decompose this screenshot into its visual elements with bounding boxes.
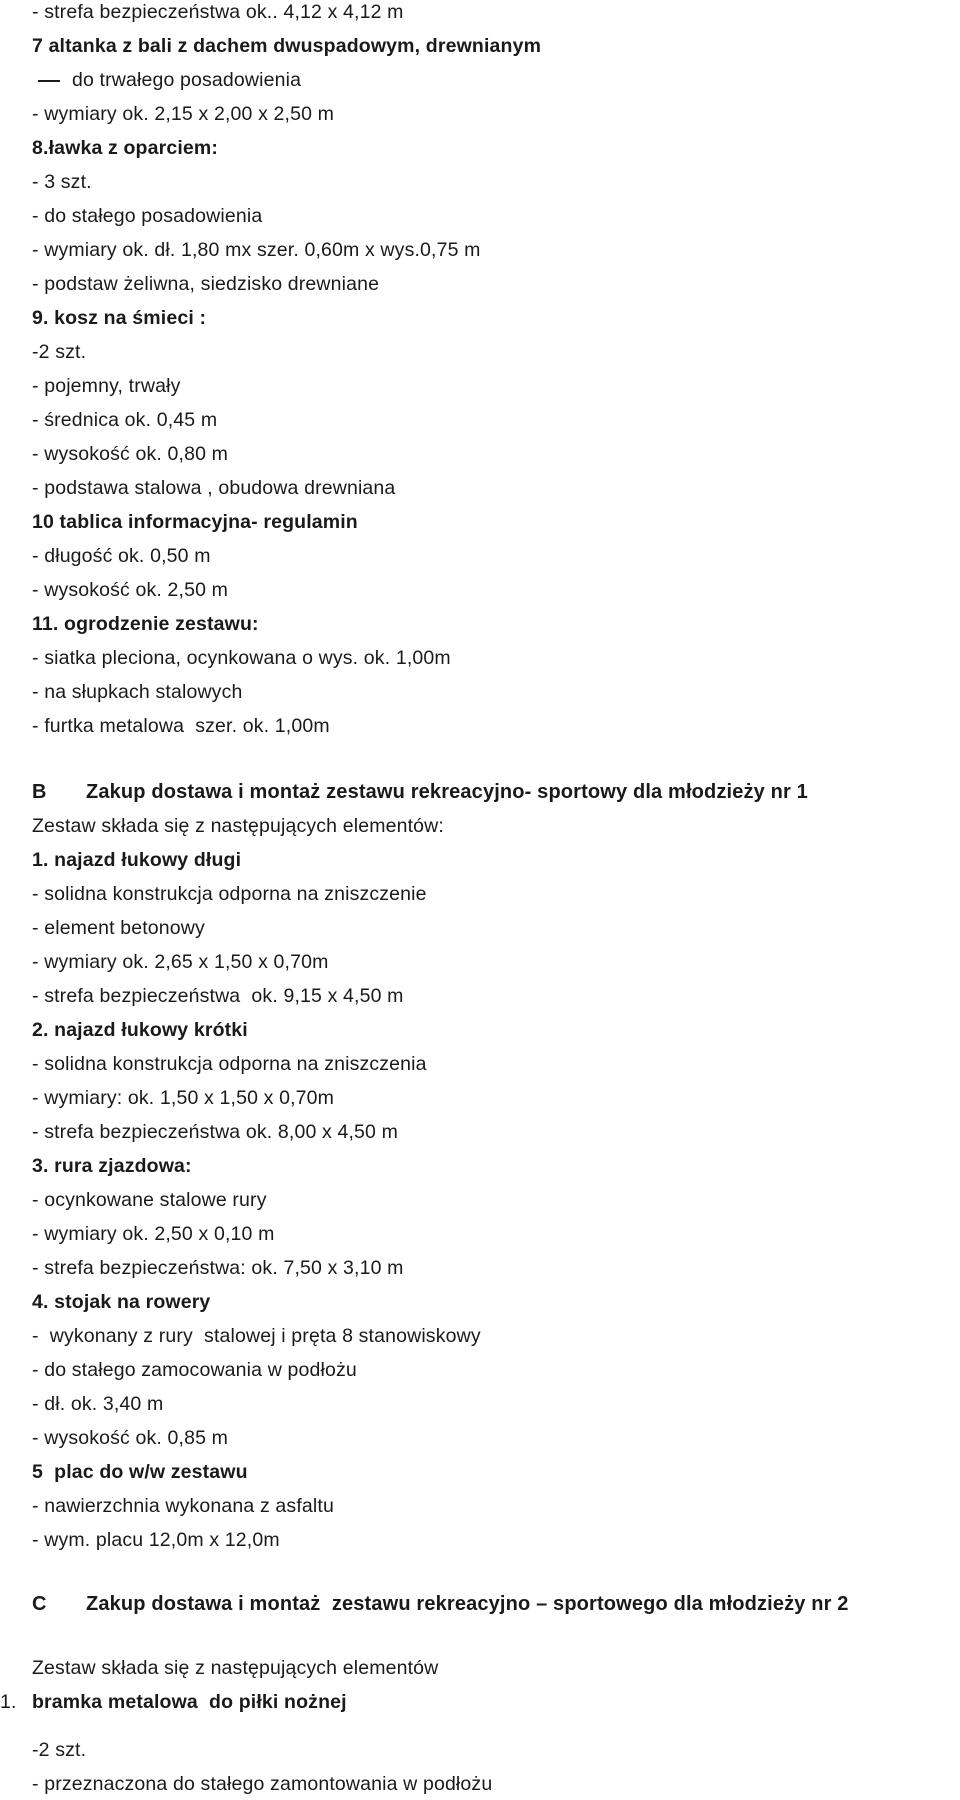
text-line: - furtka metalowa szer. ok. 1,00m (32, 715, 330, 737)
text-line-content: do trwałego posadowienia (72, 69, 302, 91)
item-heading: 3. rura zjazdowa: (32, 1155, 192, 1177)
item-heading: 8.ławka z oparciem: (32, 137, 219, 159)
item-heading: 9. kosz na śmieci : (32, 307, 207, 329)
text-line: - solidna konstrukcja odporna na zniszczenia (32, 1053, 427, 1075)
item-heading: 11. ogrodzenie zestawu: (32, 613, 259, 635)
dash-mark (38, 80, 60, 82)
text-line: - wym. placu 12,0m x 12,0m (32, 1529, 280, 1551)
text-line: - wymiary ok. dł. 1,80 mx szer. 0,60m x wys.0,75 m (32, 239, 481, 261)
text-line: - nawierzchnia wykonana z asfaltu (32, 1495, 334, 1517)
text-line: - przeznaczona do stałego zamontowania w podłożu (32, 1773, 493, 1795)
text-line: - strefa bezpieczeństwa ok.. 4,12 x 4,12 m (32, 1, 404, 23)
text-line: Zestaw składa się z następujących elementów: (32, 815, 444, 837)
section-letter: C (32, 1593, 47, 1615)
item-heading (0, 1690, 347, 1714)
text-line (32, 68, 301, 92)
text-line: - średnica ok. 0,45 m (32, 409, 218, 431)
text-line: - wysokość ok. 0,80 m (32, 443, 229, 465)
text-line: - pojemny, trwały (32, 375, 181, 397)
text-line: - strefa bezpieczeństwa: ok. 7,50 x 3,10 m (32, 1257, 404, 1279)
text-line: -2 szt. (32, 1739, 87, 1761)
text-line: - strefa bezpieczeństwa ok. 8,00 x 4,50 m (32, 1121, 398, 1143)
text-line: - 3 szt. (32, 171, 92, 193)
text-line: - element betonowy (32, 917, 205, 939)
item-heading: 4. stojak na rowery (32, 1291, 211, 1313)
text-line: - dł. ok. 3,40 m (32, 1393, 164, 1415)
text-line: Zestaw składa się z następujących elementów (32, 1657, 439, 1679)
text-line: - wymiary ok. 2,50 x 0,10 m (32, 1223, 275, 1245)
text-line: - wysokość ok. 2,50 m (32, 579, 229, 601)
item-heading: 5 plac do w/w zestawu (32, 1461, 248, 1483)
text-line: - wysokość ok. 0,85 m (32, 1427, 229, 1449)
text-line: - do stałego posadowienia (32, 205, 263, 227)
text-line: - wykonany z rury stalowej i pręta 8 stanowiskowy (32, 1325, 481, 1347)
item-number: 1. (0, 1691, 17, 1713)
item-heading: 7 altanka z bali z dachem dwuspadowym, drewnianym (32, 35, 542, 57)
section-title: Zakup dostawa i montaż zestawu rekreacyjno- sportowy dla młodzieży nr 1 (86, 781, 808, 803)
text-line: - podstawa stalowa , obudowa drewniana (32, 477, 396, 499)
text-line: - solidna konstrukcja odporna na zniszczenie (32, 883, 427, 905)
text-line: - podstaw żeliwna, siedzisko drewniane (32, 273, 380, 295)
item-heading: 1. najazd łukowy długi (32, 849, 242, 871)
item-heading: 2. najazd łukowy krótki (32, 1019, 248, 1041)
item-heading: 10 tablica informacyjna- regulamin (32, 511, 358, 533)
text-line: - siatka pleciona, ocynkowana o wys. ok. 1,00m (32, 647, 451, 669)
text-line: - wymiary: ok. 1,50 x 1,50 x 0,70m (32, 1087, 335, 1109)
text-line: - do stałego zamocowania w podłożu (32, 1359, 357, 1381)
text-line: - na słupkach stalowych (32, 681, 243, 703)
section-title: Zakup dostawa i montaż zestawu rekreacyjno – sportowego dla młodzieży nr 2 (86, 1593, 849, 1615)
text-line: - ocynkowane stalowe rury (32, 1189, 267, 1211)
text-line: -2 szt. (32, 341, 87, 363)
section-b-heading (32, 780, 808, 804)
text-line: - długość ok. 0,50 m (32, 545, 211, 567)
text-line: - wymiary ok. 2,15 x 2,00 x 2,50 m (32, 103, 335, 125)
section-letter: B (32, 781, 47, 803)
text-line: - strefa bezpieczeństwa ok. 9,15 x 4,50 m (32, 985, 404, 1007)
item-title: bramka metalowa do piłki nożnej (32, 1691, 347, 1713)
text-line: - wymiary ok. 2,65 x 1,50 x 0,70m (32, 951, 329, 973)
section-c-heading (32, 1592, 849, 1616)
